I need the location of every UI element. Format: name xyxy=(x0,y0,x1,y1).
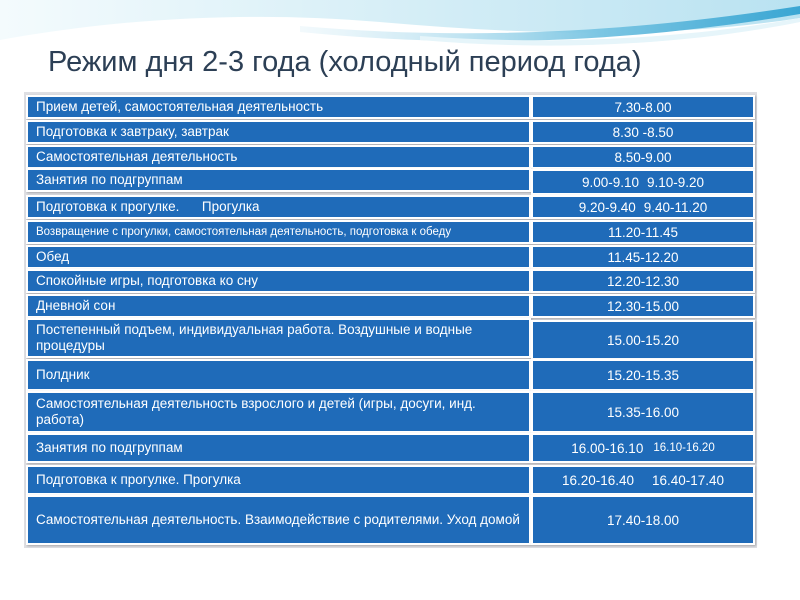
time-text: 16.00-16.10 xyxy=(571,440,644,456)
activity-cell xyxy=(26,145,531,169)
activity-cell xyxy=(26,294,531,318)
activity-text: Самостоятельная деятельность взрослого и детей (игры, досуги, инд. работа) xyxy=(36,396,476,427)
time-cell xyxy=(531,294,755,318)
activity-cell xyxy=(26,168,531,192)
activity-text: Подготовка к прогулке. Прогулка xyxy=(36,199,260,214)
activity-cell xyxy=(26,195,531,219)
activity-cell xyxy=(26,433,531,463)
activity-cell xyxy=(26,465,531,495)
time-cell xyxy=(531,433,755,463)
time-text: 9.20-9.40 xyxy=(578,199,636,215)
time-cell xyxy=(531,95,755,119)
time-text: 8.30 -8.50 xyxy=(612,124,674,140)
time-text-2: 16.40-17.40 xyxy=(652,472,725,488)
time-cell xyxy=(531,495,755,545)
activity-cell xyxy=(26,120,531,144)
time-text: 15.35-16.00 xyxy=(606,404,680,420)
time-text: 9.00-9.10 xyxy=(581,174,639,190)
time-text: 11.45-12.20 xyxy=(607,249,679,265)
time-cell xyxy=(531,359,755,391)
time-cell xyxy=(531,145,755,169)
activity-cell xyxy=(26,495,531,545)
time-text: 17.40-18.00 xyxy=(606,512,680,528)
time-text: 16.20-16.40 xyxy=(561,472,634,488)
activity-cell xyxy=(26,245,531,269)
activity-text: Прием детей, самостоятельная деятельность xyxy=(36,99,324,114)
activity-cell xyxy=(26,318,531,358)
time-cell xyxy=(531,245,755,269)
time-text-2: 9.10-9.20 xyxy=(647,174,705,190)
time-text-2: 9.40-11.20 xyxy=(643,199,708,215)
activity-text: Обед xyxy=(36,249,70,264)
time-text: 7.30-8.00 xyxy=(614,99,672,115)
activity-text: Дневной сон xyxy=(36,298,116,313)
time-cell xyxy=(531,120,755,144)
activity-text: Возвращение с прогулки, самостоятельная деятельность, подготовка к обеду xyxy=(36,226,452,238)
activity-text: Самостоятельная деятельность. Взаимодействие с родителями. Уход домой xyxy=(36,512,520,527)
time-cell xyxy=(531,465,755,495)
time-text: 12.20-12.30 xyxy=(606,273,680,289)
activity-cell xyxy=(26,269,531,293)
time-cell xyxy=(531,320,755,360)
activity-cell xyxy=(26,391,531,433)
activity-text: Самостоятельная деятельность xyxy=(36,149,238,164)
time-text: 15.00-15.20 xyxy=(606,332,680,348)
activity-text: Постепенный подъем, индивидуальная работа. Воздушные и водные процедуры xyxy=(36,322,473,353)
time-text: 8.50-9.00 xyxy=(614,149,672,165)
time-text-2: 16.10-16.20 xyxy=(653,442,715,454)
time-text: 12.30-15.00 xyxy=(606,298,680,314)
time-cell xyxy=(531,169,755,195)
time-cell xyxy=(531,269,755,293)
time-text: 11.20-11.45 xyxy=(607,224,679,240)
activity-text: Занятия по подгруппам xyxy=(36,172,183,187)
activity-text: Спокойные игры, подготовка ко сну xyxy=(36,273,258,288)
activity-text: Подготовка к завтраку, завтрак xyxy=(36,124,229,139)
activity-cell xyxy=(26,95,531,119)
time-cell xyxy=(531,220,755,244)
time-cell xyxy=(531,195,755,219)
activity-text: Подготовка к прогулке. Прогулка xyxy=(36,472,241,487)
activity-text: Полдник xyxy=(36,367,90,382)
activity-text: Занятия по подгруппам xyxy=(36,440,183,455)
time-text: 15.20-15.35 xyxy=(606,367,680,383)
page-title: Режим дня 2-3 года (холодный период года) xyxy=(48,46,642,78)
activity-cell xyxy=(26,220,531,244)
activity-cell xyxy=(26,359,531,391)
time-cell xyxy=(531,391,755,433)
